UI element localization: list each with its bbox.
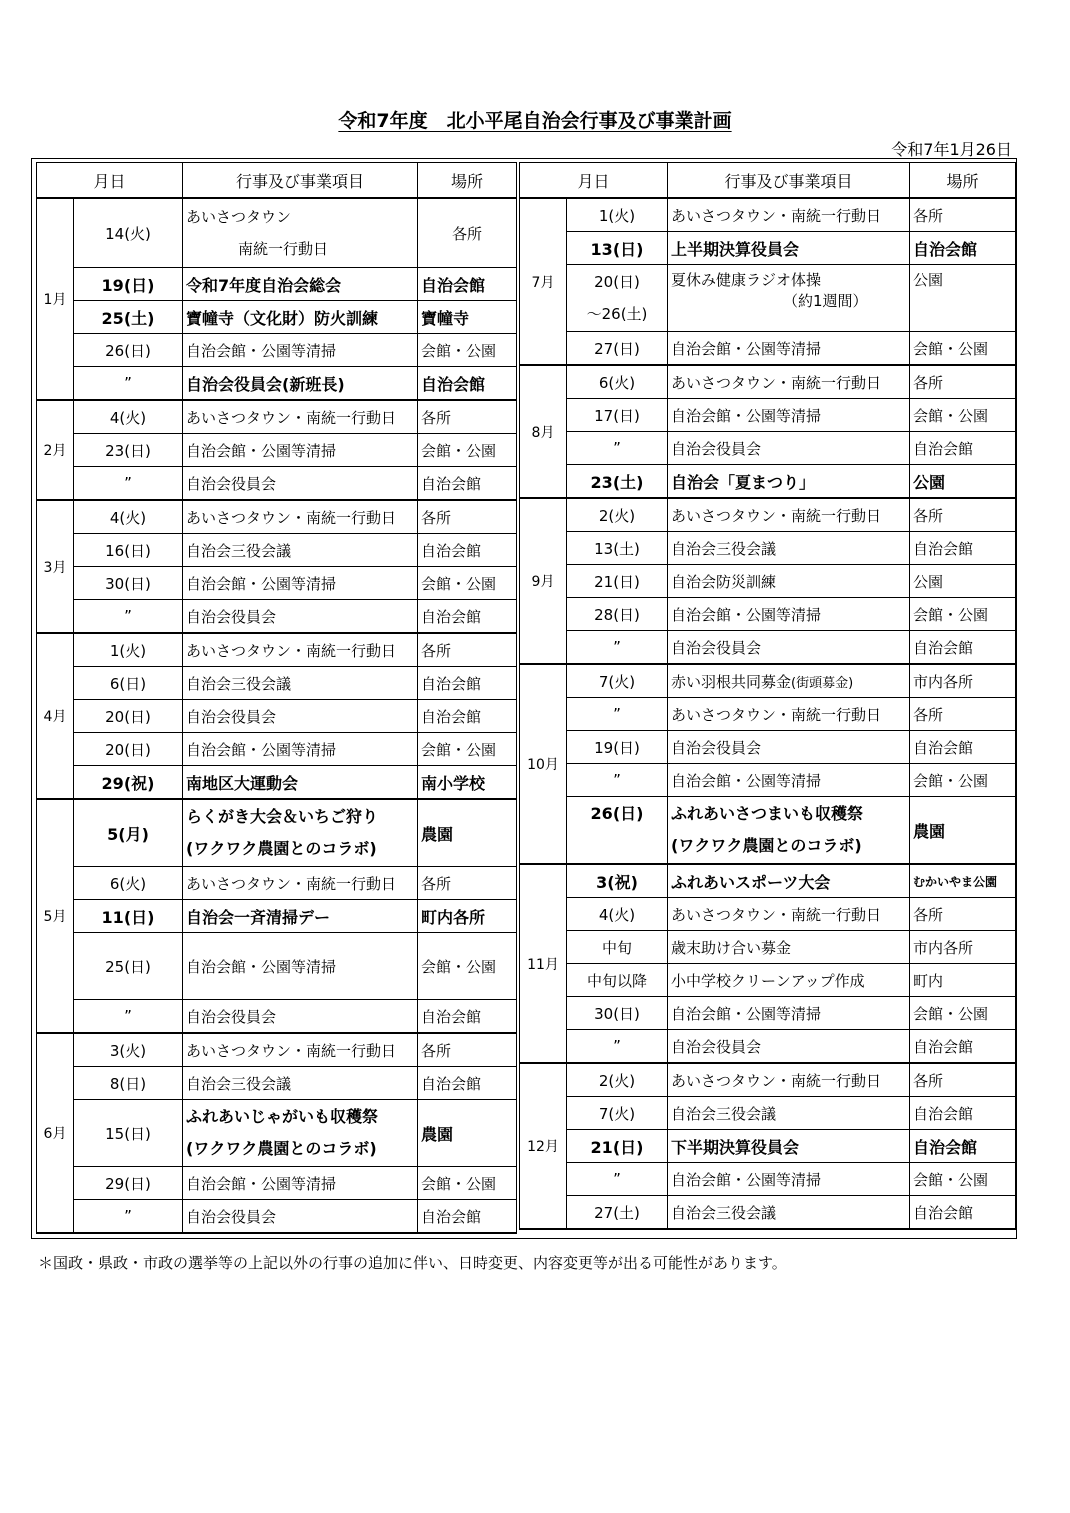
date-cell: 1(火) <box>74 633 183 667</box>
place-cell: 自治会館 <box>910 1097 1016 1130</box>
month-label: 1月 <box>37 198 74 400</box>
month-block-jun <box>37 1033 517 1233</box>
table-row <box>37 534 517 567</box>
date-cell: 21(日) <box>567 1130 668 1163</box>
date-cell: ” <box>567 631 668 665</box>
month-block-feb <box>37 400 517 500</box>
table-row <box>520 1130 1016 1163</box>
table-row <box>37 567 517 600</box>
event-line: 南統一行動日 <box>238 240 329 258</box>
place-cell: 会館・公園 <box>910 598 1016 631</box>
event-cell <box>668 797 910 865</box>
event-cell <box>668 664 910 698</box>
table-row <box>37 1033 517 1067</box>
event-cell: 自治会三役会議 <box>668 532 910 565</box>
table-row <box>37 733 517 766</box>
date-line: ～26(土) <box>586 305 648 323</box>
date-cell: 4(火) <box>567 898 668 931</box>
header-item: 行事及び事業項目 <box>183 163 418 199</box>
table-row <box>520 1163 1016 1196</box>
date-cell: 14(火) <box>74 198 183 268</box>
place-cell: むかいやま公園 <box>910 864 1016 898</box>
month-block-jan <box>37 198 517 400</box>
date-cell: 19(日) <box>567 731 668 764</box>
place-cell: 公園 <box>910 465 1016 499</box>
place-cell: 自治会館 <box>910 1196 1016 1230</box>
event-cell: 自治会役員会 <box>668 432 910 465</box>
month-label: 2月 <box>37 400 74 500</box>
date-cell: ” <box>74 600 183 634</box>
event-cell: 自治会館・公園等清掃 <box>183 567 418 600</box>
place-cell: 自治会館 <box>418 1000 517 1034</box>
event-cell: あいさつタウン・南統一行動日 <box>668 698 910 731</box>
table-row <box>37 198 517 268</box>
event-cell: あいさつタウン・南統一行動日 <box>183 500 418 534</box>
month-block-oct <box>520 664 1016 864</box>
event-cell: 自治会三役会議 <box>668 1097 910 1130</box>
place-cell: 各所 <box>910 365 1016 399</box>
month-block-mar <box>37 500 517 633</box>
date-cell: ” <box>74 367 183 401</box>
month-label: 7月 <box>520 198 567 365</box>
month-block-dec <box>520 1063 1016 1229</box>
month-block-apr <box>37 633 517 799</box>
table-row <box>520 598 1016 631</box>
place-cell: 自治会館 <box>418 367 517 401</box>
table-row <box>520 498 1016 532</box>
header-month-day: 月日 <box>520 163 668 199</box>
event-cell <box>183 799 418 867</box>
place-cell: 自治会館 <box>418 534 517 567</box>
table-row <box>520 465 1016 499</box>
month-label: 8月 <box>520 365 567 498</box>
header-item: 行事及び事業項目 <box>668 163 910 199</box>
date-cell: 25(土) <box>74 301 183 334</box>
date-cell: ” <box>567 432 668 465</box>
header-place: 場所 <box>910 163 1016 199</box>
event-cell: 自治会館・公園等清掃 <box>668 1163 910 1196</box>
table-row <box>520 1097 1016 1130</box>
date-cell: 1(火) <box>567 198 668 232</box>
event-text: 赤い羽根共同募金 <box>671 672 792 691</box>
event-cell: 自治会役員会 <box>668 731 910 764</box>
date-cell: 19(日) <box>74 268 183 301</box>
table-row <box>37 1100 517 1167</box>
date-cell: 13(土) <box>567 532 668 565</box>
event-cell: 自治会三役会議 <box>183 667 418 700</box>
date-cell: 30(日) <box>74 567 183 600</box>
event-cell: 自治会「夏まつり」 <box>668 465 910 499</box>
date-cell: 28(日) <box>567 598 668 631</box>
date-cell: 26(日) <box>567 797 668 865</box>
table-row <box>520 1030 1016 1064</box>
place-cell: 各所 <box>910 498 1016 532</box>
table-row <box>37 500 517 534</box>
event-cell: 自治会役員会(新班長) <box>183 367 418 401</box>
table-row <box>37 667 517 700</box>
table-row <box>520 332 1016 366</box>
place-cell: 自治会館 <box>910 631 1016 665</box>
table-row <box>520 1196 1016 1230</box>
place-cell: 各所 <box>418 198 517 268</box>
date-cell: 30(日) <box>567 997 668 1030</box>
date-cell: 中旬 <box>567 931 668 964</box>
table-row <box>37 367 517 401</box>
date-cell: 4(火) <box>74 500 183 534</box>
event-cell: あいさつタウン・南統一行動日 <box>183 1033 418 1067</box>
table-row <box>37 933 517 1000</box>
place-cell: 会館・公園 <box>910 764 1016 797</box>
table-row <box>37 700 517 733</box>
date-cell: 8(日) <box>74 1067 183 1100</box>
month-label: 11月 <box>520 864 567 1063</box>
date-cell: 5(月) <box>74 799 183 867</box>
month-label: 9月 <box>520 498 567 664</box>
header-place: 場所 <box>418 163 517 199</box>
table-row <box>520 664 1016 698</box>
place-cell: 自治会館 <box>418 268 517 301</box>
date-cell: ” <box>567 1030 668 1064</box>
event-line: ふれあいさつまいも収穫祭 <box>671 804 864 823</box>
event-cell: 歳末助け合い募金 <box>668 931 910 964</box>
place-cell: 自治会館 <box>418 667 517 700</box>
event-cell: あいさつタウン・南統一行動日 <box>183 400 418 434</box>
date-cell: 中旬以降 <box>567 964 668 997</box>
event-cell: 小中学校クリーンアップ作成 <box>668 964 910 997</box>
place-cell: 各所 <box>418 633 517 667</box>
month-label: 10月 <box>520 664 567 864</box>
place-cell: 各所 <box>910 1063 1016 1097</box>
place-cell: 会館・公園 <box>418 1167 517 1200</box>
table-row <box>37 766 517 800</box>
month-block-may <box>37 799 517 1033</box>
place-cell: 自治会館 <box>910 532 1016 565</box>
date-cell: 3(火) <box>74 1033 183 1067</box>
date-cell: ” <box>567 698 668 731</box>
event-cell: ふれあいスポーツ大会 <box>668 864 910 898</box>
table-row <box>520 964 1016 997</box>
event-subtext: (街頭募金) <box>791 675 854 691</box>
place-cell: 会館・公園 <box>418 334 517 367</box>
event-cell: あいさつタウン・南統一行動日 <box>668 1063 910 1097</box>
event-cell: 令和7年度自治会総会 <box>183 268 418 301</box>
place-cell: 農園 <box>418 1100 517 1167</box>
event-cell: あいさつタウン・南統一行動日 <box>183 867 418 900</box>
date-cell: 2(火) <box>567 498 668 532</box>
month-block-jul <box>520 198 1016 365</box>
date-cell: 20(日) <box>74 700 183 733</box>
place-cell: 公園 <box>910 265 1016 332</box>
date-cell: 29(祝) <box>74 766 183 800</box>
table-row <box>520 232 1016 265</box>
date-cell: ” <box>567 1163 668 1196</box>
place-cell: 各所 <box>910 198 1016 232</box>
schedule-table-jul-dec <box>519 162 1016 1230</box>
month-label: 12月 <box>520 1063 567 1229</box>
table-row <box>520 797 1016 865</box>
event-cell: 自治会役員会 <box>183 467 418 501</box>
event-cell: 自治会館・公園等清掃 <box>668 598 910 631</box>
event-cell: 自治会館・公園等清掃 <box>183 933 418 1000</box>
date-cell: ” <box>567 764 668 797</box>
date-cell: 2(火) <box>567 1063 668 1097</box>
table-row <box>37 467 517 501</box>
date-cell: 6(火) <box>567 365 668 399</box>
event-cell: 自治会役員会 <box>668 631 910 665</box>
table-row <box>37 900 517 933</box>
table-row <box>520 198 1016 232</box>
date-cell: 16(日) <box>74 534 183 567</box>
place-cell: 自治会館 <box>418 700 517 733</box>
date-cell: 29(日) <box>74 1167 183 1200</box>
table-row <box>37 1200 517 1234</box>
place-cell: 自治会館 <box>418 1200 517 1234</box>
footnote: ＊国政・県政・市政の選挙等の上記以外の行事の追加に伴い、日時変更、内容変更等が出る可能性があります。 <box>38 1254 787 1272</box>
event-cell: 自治会役員会 <box>183 1200 418 1234</box>
table-row <box>520 997 1016 1030</box>
place-cell: 会館・公園 <box>910 997 1016 1030</box>
date-cell: 11(日) <box>74 900 183 933</box>
place-cell: 各所 <box>910 898 1016 931</box>
event-line: （約1週間） <box>783 292 868 310</box>
table-row <box>520 265 1016 332</box>
month-block-aug <box>520 365 1016 498</box>
table-row <box>37 633 517 667</box>
date-cell: 6(日) <box>74 667 183 700</box>
event-cell: 自治会館・公園等清掃 <box>183 1167 418 1200</box>
table-row <box>37 400 517 434</box>
event-cell: 下半期決算役員会 <box>668 1130 910 1163</box>
date-cell: 3(祝) <box>567 864 668 898</box>
place-cell: 会館・公園 <box>910 1163 1016 1196</box>
event-cell: 自治会館・公園等清掃 <box>668 399 910 432</box>
month-label: 5月 <box>37 799 74 1033</box>
date-cell: 20(日) <box>74 733 183 766</box>
issue-date: 令和7年1月26日 <box>891 140 1012 159</box>
place-cell: 農園 <box>910 797 1016 865</box>
place-cell: 南小学校 <box>418 766 517 800</box>
place-cell: 各所 <box>418 500 517 534</box>
date-cell: 7(火) <box>567 664 668 698</box>
event-cell <box>183 198 418 268</box>
event-cell: 自治会役員会 <box>183 600 418 634</box>
table-row <box>520 565 1016 598</box>
page-title: 令和7年度 北小平尾自治会行事及び事業計画 <box>338 110 732 132</box>
table-row <box>37 268 517 301</box>
place-cell: 自治会館 <box>910 1030 1016 1064</box>
date-cell: 15(日) <box>74 1100 183 1167</box>
event-cell: 自治会館・公園等清掃 <box>183 434 418 467</box>
event-cell: 自治会役員会 <box>183 1000 418 1034</box>
event-cell: 自治会防災訓練 <box>668 565 910 598</box>
place-cell: 会館・公園 <box>418 434 517 467</box>
place-cell: 農園 <box>418 799 517 867</box>
place-cell: 各所 <box>910 698 1016 731</box>
table-row <box>520 764 1016 797</box>
date-cell: 26(日) <box>74 334 183 367</box>
month-block-nov <box>520 864 1016 1063</box>
place-cell: 各所 <box>418 400 517 434</box>
event-line: あいさつタウン <box>186 208 292 226</box>
event-cell <box>183 1100 418 1167</box>
event-cell: あいさつタウン・南統一行動日 <box>668 365 910 399</box>
place-cell: 自治会館 <box>910 731 1016 764</box>
table-row <box>37 334 517 367</box>
event-cell: 自治会三役会議 <box>183 1067 418 1100</box>
date-cell: ” <box>74 1200 183 1234</box>
event-cell: 自治会館・公園等清掃 <box>668 332 910 366</box>
event-cell: 自治会館・公園等清掃 <box>668 764 910 797</box>
event-cell <box>668 265 910 332</box>
place-cell: 自治会館 <box>418 467 517 501</box>
date-cell <box>567 265 668 332</box>
event-cell: 自治会役員会 <box>668 1030 910 1064</box>
event-cell: あいさつタウン・南統一行動日 <box>183 633 418 667</box>
event-cell: あいさつタウン・南統一行動日 <box>668 198 910 232</box>
place-cell: 自治会館 <box>418 600 517 634</box>
event-line: ふれあいじゃがいも収穫祭 <box>186 1107 379 1126</box>
date-cell: ” <box>74 1000 183 1034</box>
place-cell: 各所 <box>418 867 517 900</box>
event-line: (ワクワク農園とのコラボ) <box>671 836 862 855</box>
table-row <box>520 399 1016 432</box>
schedule-table-jan-jun <box>36 162 517 1234</box>
date-cell: 23(土) <box>567 465 668 499</box>
table-row <box>520 864 1016 898</box>
place-cell: 寶幢寺 <box>418 301 517 334</box>
event-line: 夏休み健康ラジオ体操 <box>671 271 822 289</box>
date-cell: 17(日) <box>567 399 668 432</box>
date-cell: 23(日) <box>74 434 183 467</box>
place-cell: 会館・公園 <box>910 332 1016 366</box>
place-cell: 市内各所 <box>910 664 1016 698</box>
date-cell: ” <box>74 467 183 501</box>
date-cell: 21(日) <box>567 565 668 598</box>
table-row <box>37 600 517 634</box>
date-cell: 25(日) <box>74 933 183 1000</box>
table-row <box>37 1000 517 1034</box>
event-cell: あいさつタウン・南統一行動日 <box>668 898 910 931</box>
place-cell: 自治会館 <box>910 232 1016 265</box>
table-row <box>520 532 1016 565</box>
month-block-sep <box>520 498 1016 664</box>
event-cell: あいさつタウン・南統一行動日 <box>668 498 910 532</box>
table-row <box>37 799 517 867</box>
date-cell: 6(火) <box>74 867 183 900</box>
event-cell: 寶幢寺（文化財）防火訓練 <box>183 301 418 334</box>
event-cell: 自治会館・公園等清掃 <box>183 733 418 766</box>
place-cell: 会館・公園 <box>910 399 1016 432</box>
event-cell: 南地区大運動会 <box>183 766 418 800</box>
table-row <box>37 867 517 900</box>
place-cell: 自治会館 <box>418 1067 517 1100</box>
event-cell: 自治会三役会議 <box>183 534 418 567</box>
date-cell: 4(火) <box>74 400 183 434</box>
event-cell: 自治会役員会 <box>183 700 418 733</box>
place-cell: 会館・公園 <box>418 567 517 600</box>
place-cell: 町内各所 <box>418 900 517 933</box>
event-cell: 自治会一斉清掃デー <box>183 900 418 933</box>
table-row <box>520 1063 1016 1097</box>
table-row <box>37 434 517 467</box>
date-cell: 27(土) <box>567 1196 668 1230</box>
date-cell: 7(火) <box>567 1097 668 1130</box>
event-line: (ワクワク農園とのコラボ) <box>186 839 377 858</box>
header-month-day: 月日 <box>37 163 183 199</box>
place-cell: 自治会館 <box>910 1130 1016 1163</box>
event-cell: 自治会館・公園等清掃 <box>668 997 910 1030</box>
place-cell: 各所 <box>418 1033 517 1067</box>
date-line: 20(日) <box>594 273 640 291</box>
event-cell: 上半期決算役員会 <box>668 232 910 265</box>
table-row <box>520 631 1016 665</box>
table-row <box>520 898 1016 931</box>
table-row <box>37 1167 517 1200</box>
date-cell: 13(日) <box>567 232 668 265</box>
table-row <box>520 931 1016 964</box>
event-line: (ワクワク農園とのコラボ) <box>186 1139 377 1158</box>
place-cell: 町内 <box>910 964 1016 997</box>
table-row <box>520 731 1016 764</box>
table-row <box>37 1067 517 1100</box>
date-cell: 27(日) <box>567 332 668 366</box>
event-cell: 自治会館・公園等清掃 <box>183 334 418 367</box>
table-row <box>520 432 1016 465</box>
place-cell: 会館・公園 <box>418 933 517 1000</box>
place-cell: 市内各所 <box>910 931 1016 964</box>
table-row <box>37 301 517 334</box>
place-cell: 公園 <box>910 565 1016 598</box>
table-row <box>520 698 1016 731</box>
place-cell: 会館・公園 <box>418 733 517 766</box>
month-label: 6月 <box>37 1033 74 1233</box>
event-cell: 自治会三役会議 <box>668 1196 910 1230</box>
table-row <box>520 365 1016 399</box>
month-label: 4月 <box>37 633 74 799</box>
month-label: 3月 <box>37 500 74 633</box>
place-cell: 自治会館 <box>910 432 1016 465</box>
event-line: らくがき大会＆いちご狩り <box>186 807 379 826</box>
